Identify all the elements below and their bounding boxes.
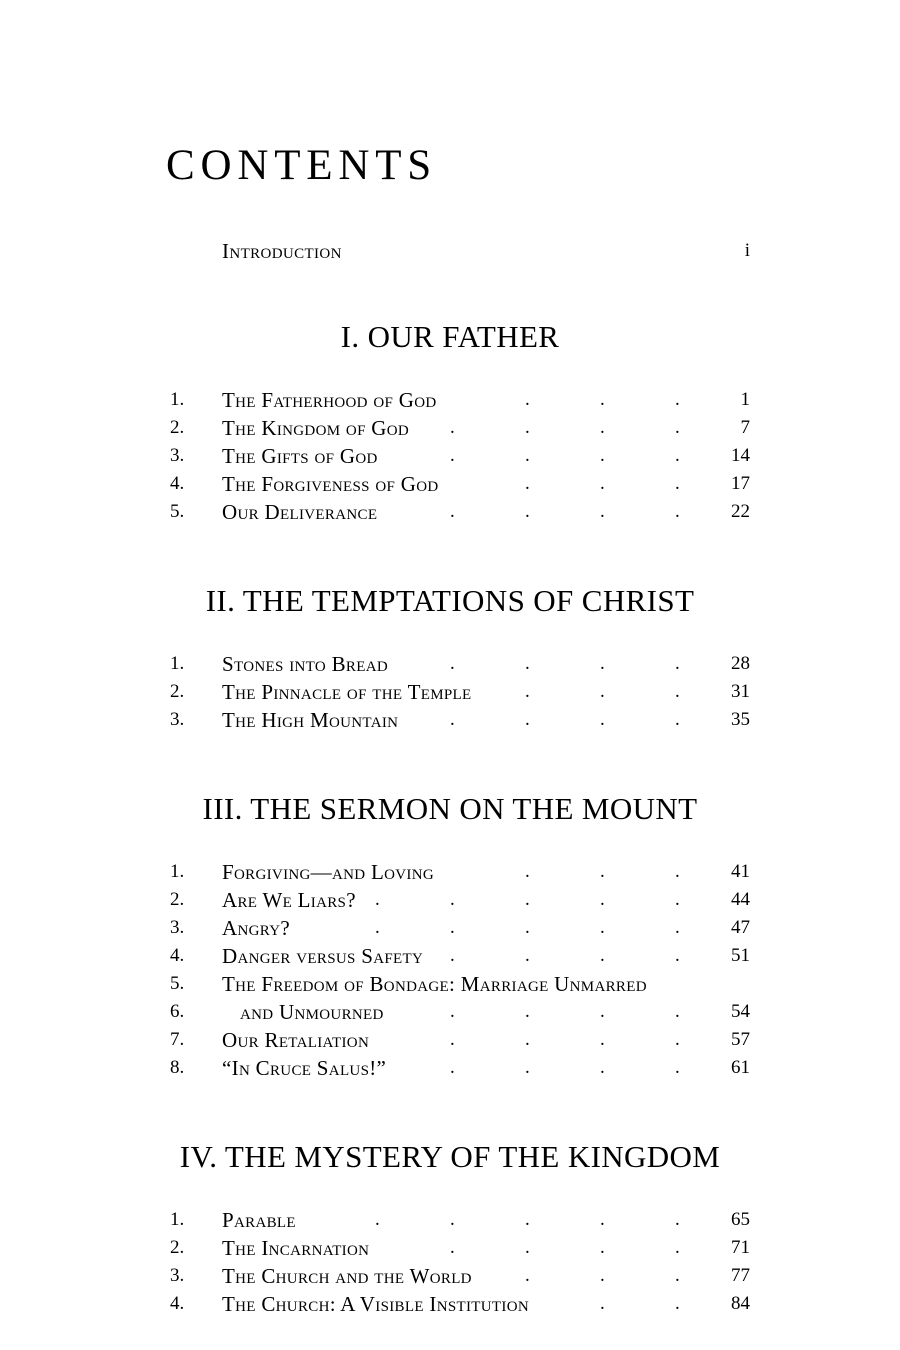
entry-number: 8. (170, 1057, 185, 1078)
toc-entry[interactable] (0, 998, 900, 1026)
entry-title: The Fatherhood of God (222, 388, 437, 412)
entry-page-number: 22 (731, 501, 750, 522)
dot-leaders: . . . . (450, 653, 680, 674)
entry-page-number: 7 (740, 417, 750, 438)
entry-number: 1. (170, 389, 185, 410)
entry-number: 1. (170, 653, 185, 674)
entry-title: Angry? (222, 916, 291, 940)
section-entry-list (0, 858, 900, 1082)
dot-leaders: . . . (525, 681, 680, 702)
entry-page-number: 65 (731, 1209, 750, 1230)
entry-title: The Pinnacle of the Temple (222, 680, 472, 704)
entry-page-number: 54 (731, 1001, 750, 1022)
dot-leaders: . . . . (450, 1057, 680, 1078)
entry-page-number: 44 (731, 889, 750, 910)
dot-leaders: . . . (525, 473, 680, 494)
entry-page-number: 77 (731, 1265, 750, 1286)
toc-section (0, 1138, 900, 1318)
entry-title: The Gifts of God (222, 444, 378, 468)
section-entry-list (0, 1206, 900, 1318)
entry-number: 1. (170, 1209, 185, 1230)
dot-leaders: . . (600, 1293, 680, 1314)
entry-number: 2. (170, 681, 185, 702)
entry-title: The High Mountain (222, 708, 399, 732)
entry-number: 2. (170, 1237, 185, 1258)
entry-page-number: 1 (740, 389, 750, 410)
dot-leaders: . . . . (450, 709, 680, 730)
section-heading: III. THE SERMON ON THE MOUNT (202, 791, 698, 826)
entry-page-number: 41 (731, 861, 750, 882)
entry-number: 5. (170, 973, 185, 994)
entry-page-number: 61 (731, 1057, 750, 1078)
toc-entry[interactable] (0, 1234, 900, 1262)
toc-section (0, 582, 900, 734)
dot-leaders: . . . . (450, 445, 680, 466)
section-entry-list (0, 386, 900, 526)
dot-leaders: . . . . . (375, 889, 680, 910)
entry-title: Forgiving—and Loving (222, 860, 435, 884)
entry-page-number: 51 (731, 945, 750, 966)
dot-leaders: . . . (525, 861, 680, 882)
entry-page-number: 71 (731, 1237, 750, 1258)
dot-leaders: . . . . (450, 417, 680, 438)
entry-number: 2. (170, 889, 185, 910)
toc-entry[interactable] (0, 942, 900, 970)
entry-page-number: 35 (731, 709, 750, 730)
entry-title: Danger versus Safety (222, 944, 424, 968)
entry-page-number: 31 (731, 681, 750, 702)
section-heading: IV. THE MYSTERY OF THE KINGDOM (179, 1139, 721, 1174)
toc-entry[interactable] (0, 886, 900, 914)
toc-body (0, 236, 900, 1318)
dot-leaders: . . . . (450, 1237, 680, 1258)
entry-number: 6. (170, 1001, 185, 1022)
entry-title: The Freedom of Bondage: Marriage Unmarred (222, 972, 647, 996)
front-matter-page-number: i (744, 240, 750, 261)
dot-leaders: . . . . (450, 1001, 680, 1022)
section-heading: I. OUR FATHER (340, 319, 560, 354)
entry-page-number: 47 (731, 917, 750, 938)
entry-title: The Church: A Visible Institution (222, 1292, 530, 1316)
toc-entry[interactable] (0, 498, 900, 526)
entry-number: 4. (170, 473, 185, 494)
entry-title: “In Cruce Salus!” (222, 1056, 387, 1080)
page-title: CONTENTS (166, 142, 437, 189)
entry-title: Are We Liars? (222, 888, 356, 912)
toc-entry[interactable] (0, 442, 900, 470)
section-heading: II. THE TEMPTATIONS OF CHRIST (205, 583, 695, 618)
entry-number: 7. (170, 1029, 185, 1050)
entry-page-number: 14 (731, 445, 750, 466)
entry-number: 5. (170, 501, 185, 522)
dot-leaders: . . . . . (375, 1209, 680, 1230)
toc-entry[interactable] (0, 1290, 900, 1318)
entry-page-number: 57 (731, 1029, 750, 1050)
toc-entry[interactable] (0, 470, 900, 498)
toc-entry[interactable] (0, 858, 900, 886)
entry-page-number: 84 (731, 1293, 750, 1314)
entry-page-number: 17 (731, 473, 750, 494)
section-entry-list (0, 650, 900, 734)
entry-title: The Incarnation (222, 1236, 370, 1260)
entry-number: 4. (170, 945, 185, 966)
dot-leaders: . . . . (450, 501, 680, 522)
table-of-contents (0, 236, 900, 1318)
dot-leaders: . . . (525, 1265, 680, 1286)
entry-title: and Unmourned (240, 1000, 384, 1024)
toc-entry[interactable] (0, 650, 900, 678)
dot-leaders: . . . (525, 389, 680, 410)
entry-title: The Church and the World (222, 1264, 472, 1288)
toc-entry[interactable] (0, 970, 900, 998)
toc-entry[interactable] (0, 1054, 900, 1082)
entry-title: Parable (222, 1208, 296, 1232)
entry-number: 1. (170, 861, 185, 882)
entry-number: 3. (170, 445, 185, 466)
toc-entry[interactable] (0, 1262, 900, 1290)
toc-section (0, 318, 900, 526)
toc-entry[interactable] (0, 1026, 900, 1054)
front-matter-title: Introduction (222, 239, 342, 263)
toc-entry[interactable] (0, 386, 900, 414)
entry-title: Our Deliverance (222, 500, 378, 524)
toc-entry[interactable] (0, 914, 900, 942)
toc-entry[interactable] (0, 414, 900, 442)
entry-number: 3. (170, 917, 185, 938)
entry-number: 2. (170, 417, 185, 438)
entry-number: 4. (170, 1293, 185, 1314)
entry-title: Stones into Bread (222, 652, 388, 676)
dot-leaders: . . . . (450, 945, 680, 966)
dot-leaders: . . . . . (375, 917, 680, 938)
entry-title: Our Retaliation (222, 1028, 370, 1052)
dot-leaders: . . . . (450, 1029, 680, 1050)
entry-number: 3. (170, 1265, 185, 1286)
toc-entry[interactable] (0, 706, 900, 734)
toc-entry[interactable] (0, 1206, 900, 1234)
toc-entry[interactable] (0, 678, 900, 706)
entry-title: The Forgiveness of God (222, 472, 439, 496)
front-matter-row[interactable] (0, 236, 900, 270)
entry-number: 3. (170, 709, 185, 730)
entry-page-number: 28 (731, 653, 750, 674)
toc-section (0, 790, 900, 1082)
entry-title: The Kingdom of God (222, 416, 410, 440)
